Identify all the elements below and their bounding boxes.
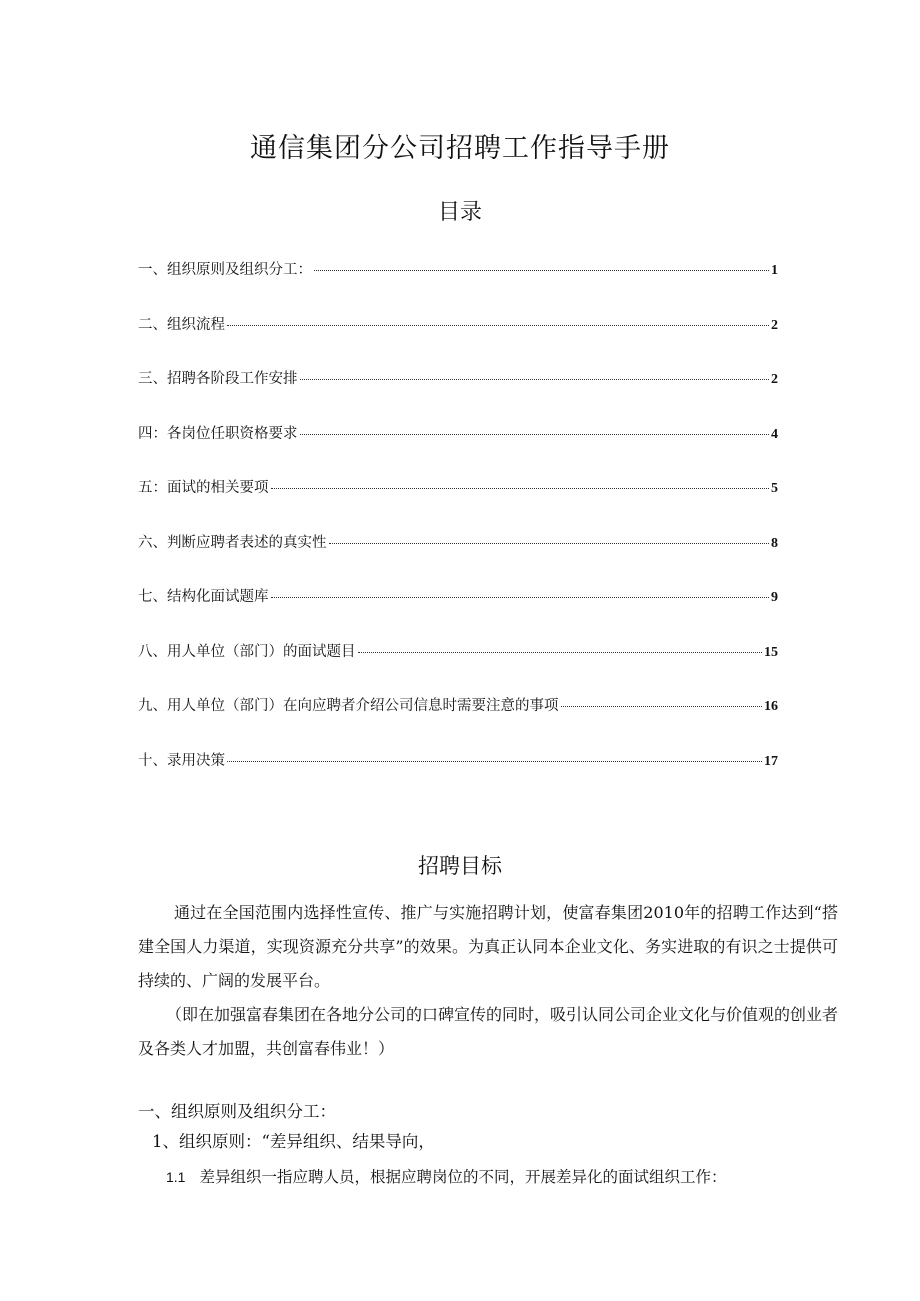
- heading-text: 差异组织一指应聘人员，根据应聘岗位的不同，开展差异化的面试组织工作：: [199, 1168, 727, 1186]
- heading-number: 1.1: [166, 1169, 186, 1185]
- toc-entry-label: 八、用人单位（部门）的面试题目: [138, 643, 356, 660]
- toc-dot-leader: [314, 270, 769, 271]
- toc-dot-leader: [300, 434, 770, 435]
- toc-entry[interactable]: [138, 531, 778, 586]
- toc-dot-leader: [358, 652, 763, 653]
- toc-dot-leader: [300, 379, 770, 380]
- heading-level-1: 一、组织原则及组织分工：: [138, 1102, 336, 1121]
- toc-entry[interactable]: [138, 749, 778, 804]
- toc-entry-page: 9: [771, 590, 778, 605]
- toc-entry-label: 十、录用决策: [138, 752, 225, 769]
- toc-heading: 目录: [437, 200, 482, 225]
- document-title: 通信集团分公司招聘工作指导手册: [250, 133, 670, 164]
- toc-entry[interactable]: [138, 313, 778, 368]
- toc-entry-page: 8: [771, 535, 778, 551]
- toc-entry-page: 4: [771, 426, 778, 442]
- toc-entry-page: 2: [771, 317, 778, 333]
- toc-entry[interactable]: [138, 585, 778, 640]
- section-heading: 招聘目标: [418, 854, 502, 878]
- heading-level-3: [166, 1165, 726, 1187]
- toc-entry-label: 六、判断应聘者表述的真实性: [138, 534, 327, 551]
- toc-dot-leader: [329, 543, 770, 544]
- toc-entry-label: 四：各岗位任职资格要求: [138, 425, 298, 442]
- toc-entry-page: 16: [764, 699, 778, 714]
- toc-dot-leader: [227, 761, 762, 762]
- toc-entry-label: 二、组织流程: [138, 316, 225, 333]
- toc-entry[interactable]: [138, 422, 778, 477]
- toc-entry-label: 一、组织原则及组织分工：: [138, 262, 312, 278]
- toc-entry-page: 15: [764, 644, 778, 660]
- toc-entry-label: 三、招聘各阶段工作安排: [138, 371, 298, 387]
- body-paragraph: 通过在全国范围内选择性宣传、推广与实施招聘计划，使富春集团2010年的招聘工作达到“搭建全国人力渠道，实现资源充分共享”的效果。为真正认同本企业文化、务实进取的有识之士提供可持续的、广阔的发展平台。: [138, 903, 838, 990]
- body-paragraph: （即在加强富春集团在各地分公司的口碑宣传的同时，吸引认同公司企业文化与价值观的创业者及各类人才加盟，共创富春伟业！）: [138, 1005, 839, 1058]
- toc-entry-page: 5: [771, 481, 778, 496]
- toc-entry[interactable]: [138, 694, 778, 749]
- toc-entry[interactable]: [138, 258, 778, 313]
- toc-entry[interactable]: [138, 367, 778, 422]
- table-of-contents: [138, 258, 778, 803]
- toc-entry[interactable]: [138, 640, 778, 695]
- toc-dot-leader: [271, 597, 770, 598]
- toc-dot-leader: [227, 325, 769, 326]
- heading-level-2: 1、组织原则：“差异组织、结果导向，: [152, 1132, 435, 1151]
- toc-entry-page: 17: [764, 753, 778, 769]
- toc-entry[interactable]: [138, 476, 778, 531]
- toc-entry-label: 五：面试的相关要项: [138, 480, 269, 496]
- toc-entry-page: 2: [771, 372, 778, 387]
- toc-entry-label: 九、用人单位（部门）在向应聘者介绍公司信息时需要注意的事项: [138, 698, 559, 714]
- toc-dot-leader: [561, 706, 763, 707]
- toc-entry-page: 1: [771, 263, 778, 278]
- toc-dot-leader: [271, 488, 770, 489]
- toc-entry-label: 七、结构化面试题库: [138, 589, 269, 605]
